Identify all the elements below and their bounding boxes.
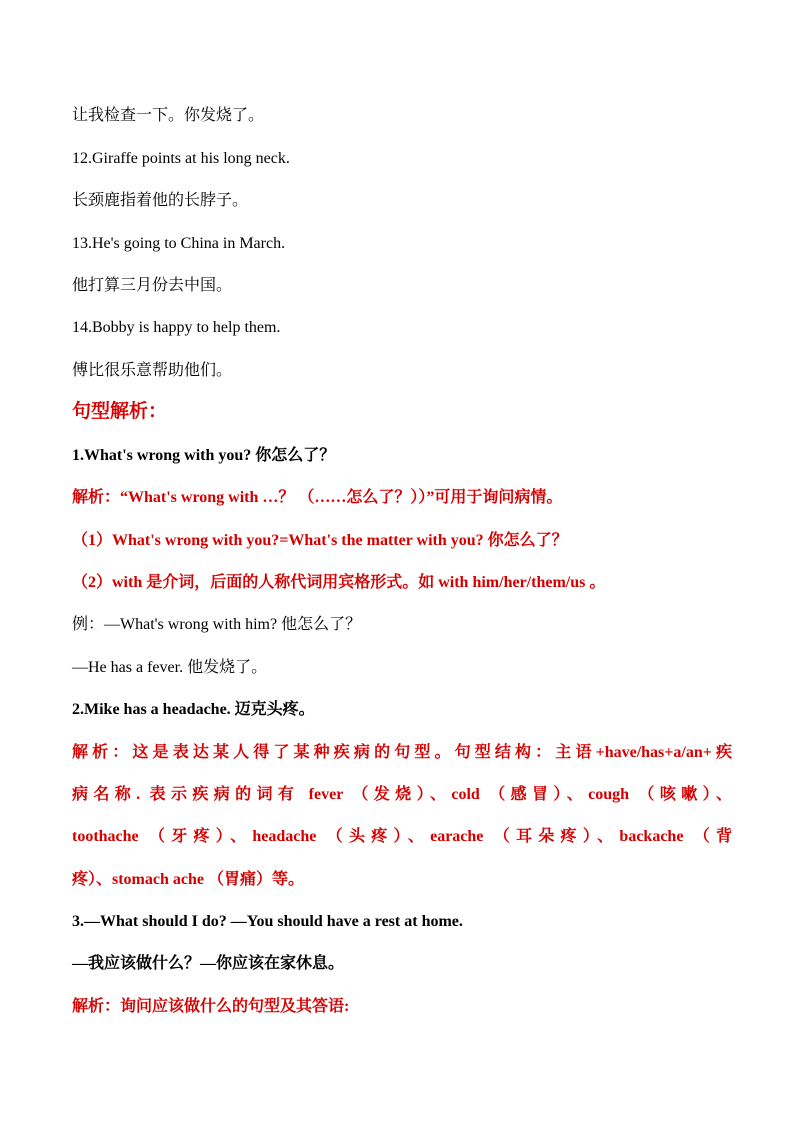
sentence-13: 13.He's going to China in March. — [72, 235, 286, 252]
item1-title: 1.What's wrong with you? 你怎么了？ — [72, 447, 336, 464]
sentence-translation-13: 他打算三月份去中国。 — [72, 277, 233, 294]
sentence-14: 14.Bobby is happy to help them. — [72, 319, 281, 336]
item1-point2: （2）with 是介词，后面的人称代词用宾格形式。如 with him/her/them/us 。 — [72, 574, 606, 591]
item1-point1: （1）What's wrong with you?=What's the matter with you? 你怎么了？ — [72, 532, 568, 549]
item1-example-question: 例：—What's wrong with him? 他怎么了？ — [72, 616, 362, 633]
sentence-translation-12: 长颈鹿指着他的长脖子。 — [72, 192, 249, 209]
sentence-translation-11: 让我检查一下。你发烧了。 — [72, 107, 265, 124]
sentence-translation-14: 傅比很乐意帮助他们。 — [72, 362, 233, 379]
item2-analysis-line2: 病名称. 表示疾病的词有 fever （发烧）、cold （感冒）、cough （咳嗽）、 — [72, 786, 732, 803]
section-heading: 句型解析： — [72, 401, 168, 422]
item2-analysis-line4: 疼）、stomach ache （胃痛）等。 — [72, 871, 304, 888]
item1-analysis: 解析：“What's wrong with …？ （……怎么了？））”可用于询问病情。 — [72, 489, 563, 506]
item1-example-answer: —He has a fever. 他发烧了。 — [72, 659, 268, 676]
item2-title: 2.Mike has a headache. 迈克头疼。 — [72, 701, 315, 718]
item2-analysis-line1: 解析：这是表达某人得了某种疾病的句型。句型结构：主语+have/has+a/an+疾 — [72, 744, 732, 761]
item3-title: 3.—What should I do? —You should have a rest at home. — [72, 913, 463, 930]
item2-analysis-line3: toothache （牙疼）、headache （头疼）、earache （耳朵疼）、backache （背 — [72, 828, 732, 845]
item3-analysis: 解析：询问应该做什么的句型及其答语: — [72, 998, 350, 1015]
sentence-12: 12.Giraffe points at his long neck. — [72, 150, 290, 167]
item3-translation: —我应该做什么？—你应该在家休息。 — [72, 955, 345, 972]
